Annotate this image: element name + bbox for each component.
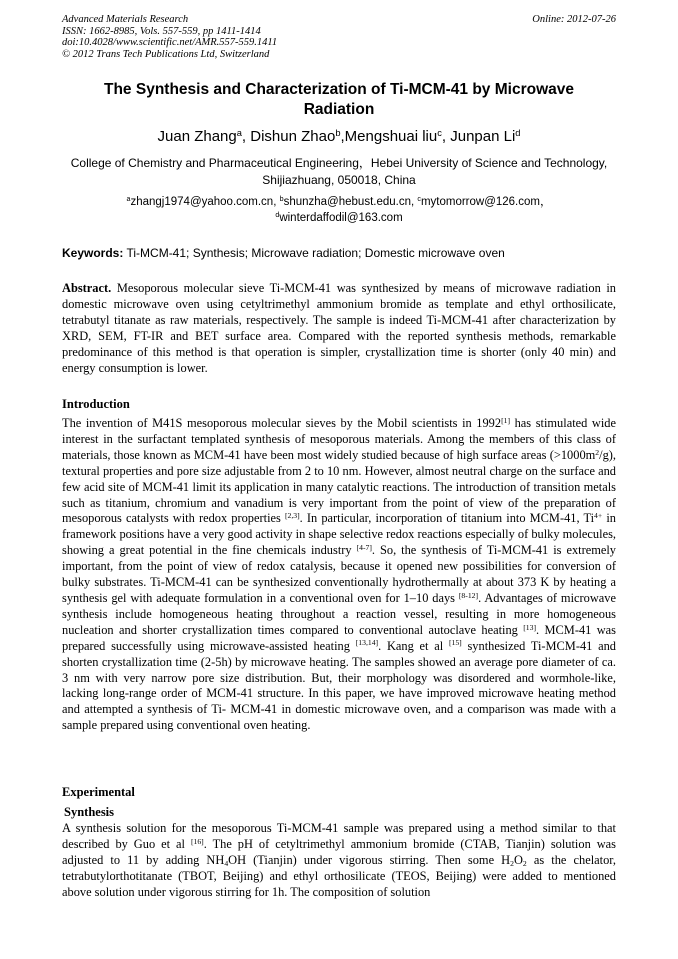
author-separator: , [241, 128, 251, 145]
email-separator: , [273, 196, 280, 208]
author-mark: d [515, 127, 521, 138]
author-separator: , [441, 128, 451, 145]
author-mark: a [236, 127, 242, 138]
author-name: Dishun Zhao [250, 128, 336, 145]
formula-subscript: 2 [522, 859, 527, 869]
email-mark: d [275, 211, 280, 220]
text-segment: OH (Tianjin) under vigorous stirring. Then some H [228, 852, 511, 867]
email-mark: b [279, 195, 284, 204]
journal-header [62, 14, 616, 60]
citation[interactable]: [1] [501, 415, 511, 425]
online-date: Online: 2012-07-26 [532, 14, 616, 25]
abstract-label: Abstract. [62, 281, 112, 295]
text-segment: synthesized Ti-MCM-41 and shorten crystallization time (2-5h) by microwave heating. The samples showed an average pore diameter of ca. 3 nm with very narrow pore size distribution. But, their morphology was disordered and wormhole-like, lacking long-range order of MCM-41 structure. In this paper, we have improved microwave heating method and attempted a synthesis of Ti- MCM-41 in domestic microwave oven, and a comparison was made with a sample prepared using conventional oven heating. [62, 638, 616, 733]
synthesis-paragraph [62, 821, 616, 901]
email-mark: c [417, 195, 421, 204]
citation[interactable]: [15] [448, 638, 462, 648]
author-name: Juan Zhang [157, 128, 237, 145]
text-segment: as the chelator, tetrabutylorthotitanate (TBOT, Beijing) and ethyl orthosilicate (TEOS, Beijing) were added to mentioned above solution under vigorous stirring for 1h. The composition of solution [62, 852, 616, 899]
formula-subscript: 4 [224, 859, 229, 869]
formula-subscript: 2 [510, 859, 514, 869]
text-segment: . So, the synthesis of Ti-MCM-41 is extremely important, from the point of view of redox catalysis, because it opened new possibilities for conversion of bulky substrates. Ti-MCM-41 can be synthesized conventionally hydrothermally at about 373 K by heating a synthesis gel with adequate formulation in a conventional oven for 1–10 days [62, 543, 616, 605]
text-segment: O [513, 852, 523, 867]
text-segment: The invention of M41S mesoporous molecular sieves by the Mobil scientists in 1992 [62, 416, 502, 430]
citation[interactable]: [8-12] [458, 590, 479, 600]
text-segment: has stimulated wide interest in the surfactant templated synthesis of mesoporous materials. Among the members of this class of materials, those known as MCM-41 have been most widely studied because of high surface areas (>1000m [62, 416, 617, 462]
citation[interactable]: [4-7] [356, 543, 372, 553]
author-mark: b [335, 127, 341, 138]
email-address[interactable]: mytomorrow@126.com [420, 196, 540, 208]
email-separator: , [410, 196, 418, 208]
citation[interactable]: [16] [190, 836, 204, 846]
paper-title: The Synthesis and Characterization of Ti-MCM-41 by Microwave Radiation [104, 81, 574, 118]
text-segment: A synthesis solution for the mesoporous Ti-MCM-41 sample was prepared using a method similar to that described by Guo et al [62, 821, 616, 851]
author-mark: c [437, 127, 442, 138]
text-segment: . Advantages of microwave synthesis include homogeneous heating throughout a reaction vessel, resulting in more homogeneous nucleation and shorter crystallization times compared to conventional autoclave heating [62, 590, 616, 637]
introduction-paragraph [62, 416, 616, 734]
unit-superscript: 2 [595, 447, 600, 457]
keywords-label: Keywords: [62, 246, 124, 260]
affiliation: College of Chemistry and Pharmaceutical Engineering，Hebei University of Science and Technology, Shijiazhuang, 050018, China [70, 156, 608, 187]
author-name: Mengshuai liu [344, 128, 438, 145]
journal-doi: doi:10.4028/www.scientific.net/AMR.557-559.1411 [62, 37, 278, 48]
abstract-text: Mesoporous molecular sieve Ti-MCM-41 was synthesized by means of microwave radiation in domestic microwave oven using cetyltrimethyl ammonium bromide as template and ethyl orthosilicate, tetrabutyl titanate as raw materials, respectively. The sample is indeed Ti-MCM-41 after characterization by XRD, SEM, FT-IR and BET surface area. Compared with the reported synthesis methods, remarkable predominance of this method is that operation is simpler, crystallization time is shorter (only 40 min) and energy consumption is lower. [62, 281, 616, 375]
citation[interactable]: [13,14] [355, 638, 379, 648]
email-list [62, 194, 616, 226]
email-mark: a [126, 195, 131, 204]
author-separator: , [340, 128, 345, 145]
journal-copyright: © 2012 Trans Tech Publications Ltd, Switzerland [62, 48, 270, 60]
keywords [62, 245, 616, 261]
text-segment: . MCM-41 was prepared successfully using microwave-assisted heating [62, 622, 616, 653]
journal-issn: ISSN: 1662-8985, Vols. 557-559, pp 1411-1414 [62, 25, 261, 37]
text-segment: . In particular, incorporation of titanium into MCM-41, Ti [299, 511, 595, 526]
citation[interactable]: [2,3] [284, 511, 300, 521]
author-name: Junpan Li [450, 128, 516, 145]
citation[interactable]: [13] [523, 622, 537, 632]
email-separator: ， [539, 196, 552, 208]
introduction-heading: Introduction [62, 397, 130, 411]
text-segment: . The pH of cetyltrimethyl ammonium bromide (CTAB, Tianjin) solution was adjusted to 11 by adding NH [62, 836, 616, 867]
synthesis-subheading: Synthesis [64, 805, 115, 819]
text-segment: /g), textural properties and pore size adjustable from 2 to 10 nm. However, almost neutral charge on the surface and few acid site of MCM-41 limit its application in many catalytic reactions. The introduction of transition metals such as titanium, chromium and vanadium is very important from the point of view of the preparation of mesoporous catalysts with redox properties [62, 447, 616, 526]
experimental-heading: Experimental [62, 785, 135, 799]
email-address[interactable]: zhangj1974@yahoo.com.cn [130, 196, 274, 208]
journal-name: Advanced Materials Research [62, 14, 189, 25]
keywords-text: Ti-MCM-41; Synthesis; Microwave radiation; Domestic microwave oven [126, 246, 505, 260]
text-segment: in framework positions have a very good activity in shape selective redox reactions especially of bulky molecules, showing a great potential in the fine chemicals industry [62, 511, 616, 558]
email-address[interactable]: shunzha@hebust.edu.cn [283, 196, 411, 208]
email-address[interactable]: winterdaffodil@163.com [279, 212, 403, 224]
abstract [62, 281, 616, 376]
author-list [62, 127, 616, 147]
charge-superscript: 4+ [594, 511, 603, 521]
text-segment: . Kang et al [378, 638, 449, 653]
